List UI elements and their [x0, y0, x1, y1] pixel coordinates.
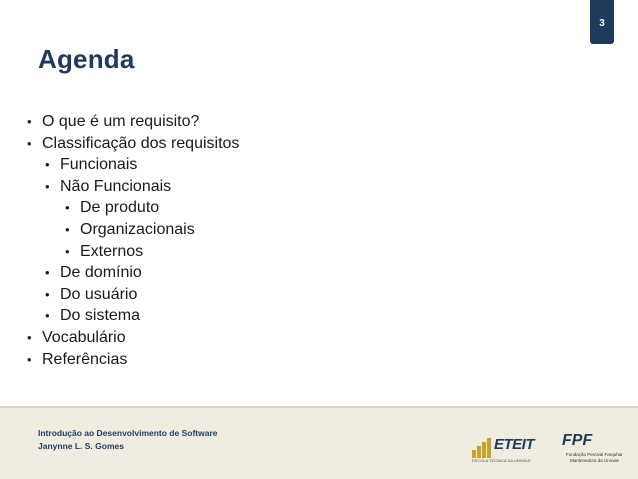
footer — [0, 406, 638, 479]
page-number-badge — [590, 0, 614, 44]
fpf-logo-line1: Fundação Percival Farquhar — [566, 452, 623, 457]
bullet-icon: • — [27, 329, 32, 345]
bullet-icon: • — [27, 114, 32, 129]
slide-title: Agenda — [38, 44, 135, 74]
agenda-item-text: Classificação dos requisitos — [42, 134, 240, 152]
agenda-item-text: De domínio — [60, 264, 142, 282]
agenda-item-text: Do usuário — [60, 285, 138, 303]
bullet-icon: • — [45, 265, 50, 281]
bullet-icon: • — [45, 308, 50, 324]
eteit-logo — [472, 434, 552, 472]
agenda-item-text: O que é um requisito? — [42, 113, 200, 130]
bullet-icon: • — [65, 243, 70, 259]
bullet-icon: • — [45, 178, 50, 194]
bullet-icon: • — [27, 351, 32, 367]
bullet-icon: • — [45, 157, 50, 173]
page-number: 3 — [599, 18, 605, 29]
agenda-item-text: Organizacionais — [80, 220, 195, 238]
bullet-icon: • — [65, 221, 70, 237]
agenda-item-text: De produto — [80, 199, 160, 217]
footer-course-title: Introdução ao Desenvolvimento de Software — [38, 428, 218, 438]
agenda-item-text: Externos — [80, 242, 144, 260]
bullet-icon: • — [27, 135, 32, 151]
fpf-logo-text: FPF — [562, 432, 593, 449]
eteit-bars-icon — [472, 436, 494, 458]
eteit-logo-tagline: ESCOLA TÉCNICA DA UNIVALE — [472, 458, 531, 463]
fpf-logo — [560, 430, 623, 470]
agenda-item-text: Vocabulário — [42, 328, 126, 346]
agenda-item-text: Não Funcionais — [60, 177, 172, 195]
eteit-logo-text: ETEIT — [494, 436, 535, 453]
fpf-logo-line2: Mantenedora da Univale — [570, 458, 620, 463]
bullet-icon: • — [45, 286, 50, 302]
footer-author: Janynne L. S. Gomes — [38, 441, 124, 451]
agenda-item-text: Funcionais — [60, 156, 138, 174]
bullet-icon: • — [65, 200, 70, 216]
footer-divider — [0, 406, 638, 408]
agenda-item-text: Referências — [42, 350, 128, 368]
agenda-item-text: Do sistema — [60, 307, 141, 325]
